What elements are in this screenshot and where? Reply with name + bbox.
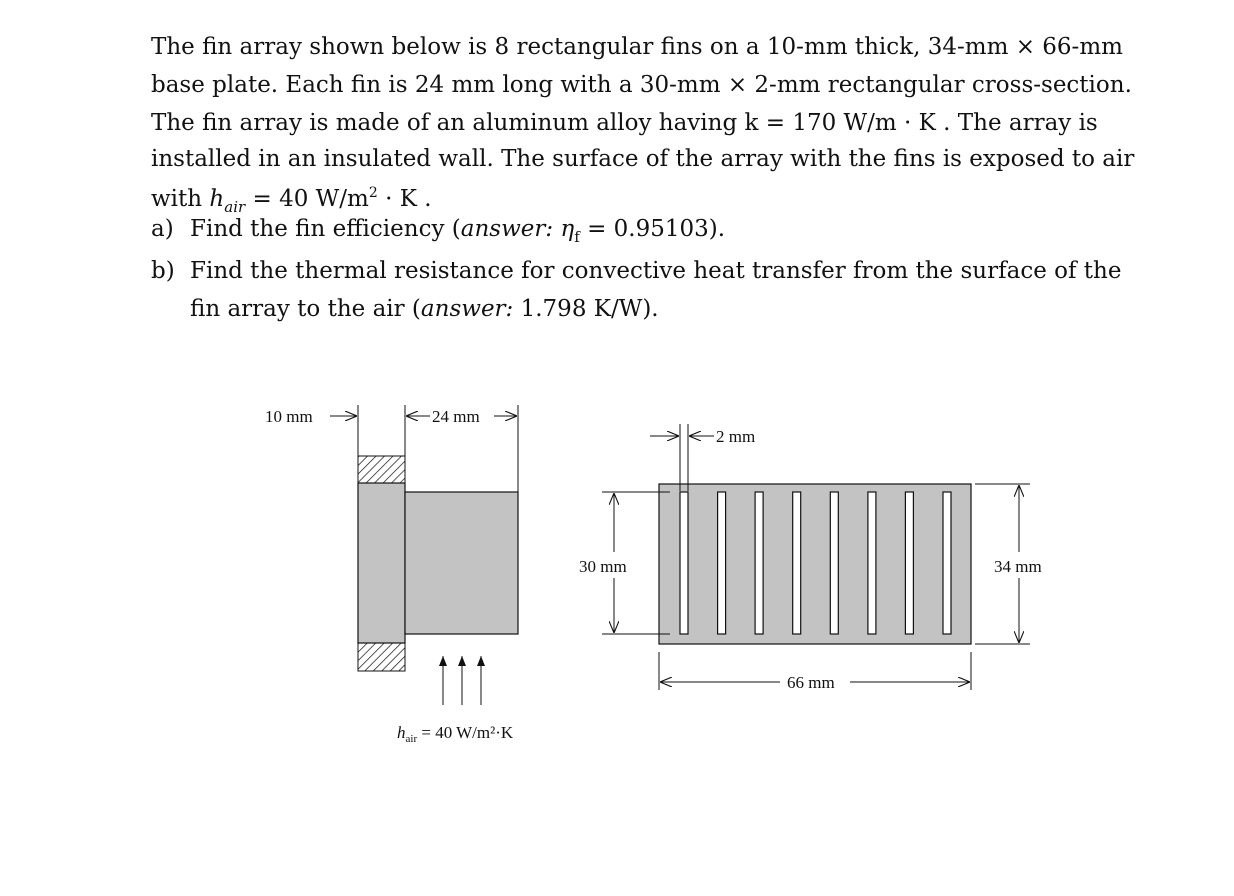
dim-label-30mm: 30 mm [579, 557, 627, 576]
dim-label-24mm: 24 mm [432, 407, 480, 426]
fin-8 [943, 492, 951, 634]
h-exponent: 2 [368, 185, 378, 201]
h-subscript: air [224, 198, 246, 216]
eta-symbol: η [553, 216, 575, 242]
part-a-answer-word: answer: [460, 216, 554, 242]
fin-7 [905, 492, 913, 634]
part-b-label: b) [151, 258, 175, 284]
intro-with: with [151, 186, 203, 212]
front-view [579, 424, 1042, 692]
fin-side [405, 492, 518, 634]
part-b-text-before: Find the thermal resistance for convective heat transfer from the surface of the fin array to the air ( [190, 258, 1122, 322]
fin-6 [868, 492, 876, 634]
fin-5 [830, 492, 838, 634]
h-air-label-symbol: h [397, 723, 406, 742]
intro-line-3: The fin array is made of an aluminum alloy having k = 170 W/m · K . The array is [151, 110, 1098, 136]
dim-label-66mm: 66 mm [787, 673, 835, 692]
dim-label-34mm: 34 mm [994, 557, 1042, 576]
part-b-answer-word: answer: [420, 296, 514, 322]
base-plate-side [358, 483, 405, 643]
fin-2 [718, 492, 726, 634]
part-a-answer-value: = 0.95103). [579, 216, 726, 242]
h-symbol: h [209, 186, 225, 212]
intro-line-1: The fin array shown below is 8 rectangular fins on a 10-mm thick, 34-mm × 66-mm [151, 34, 1123, 60]
h-air-label [397, 723, 514, 745]
part-b-answer-value: 1.798 K/W). [513, 296, 659, 322]
h-value: = 40 W/m [252, 186, 369, 212]
fin-3 [755, 492, 763, 634]
dim-label-2mm: 2 mm [716, 427, 756, 446]
base-plate-front [659, 484, 971, 644]
eta-subscript: f [574, 228, 580, 246]
h-air-label-sub: air [405, 733, 418, 745]
h-air-label-rest: = 40 W/m²·K [417, 723, 514, 742]
h-unit-tail: · K . [377, 186, 432, 212]
fin-1 [680, 492, 688, 634]
intro-line-4: installed in an insulated wall. The surface of the array with the fins is exposed to air [151, 146, 1135, 172]
part-a-label: a) [151, 216, 174, 242]
intro-line-2: base plate. Each fin is 24 mm long with a 30-mm × 2-mm rectangular cross-section. [151, 72, 1132, 98]
dim-label-10mm: 10 mm [265, 407, 313, 426]
wall-hatch-top [358, 456, 405, 483]
part-a-text-before: Find the fin efficiency ( [190, 216, 461, 242]
fin-4 [793, 492, 801, 634]
wall-hatch-bottom [358, 643, 405, 671]
side-view [265, 405, 518, 745]
